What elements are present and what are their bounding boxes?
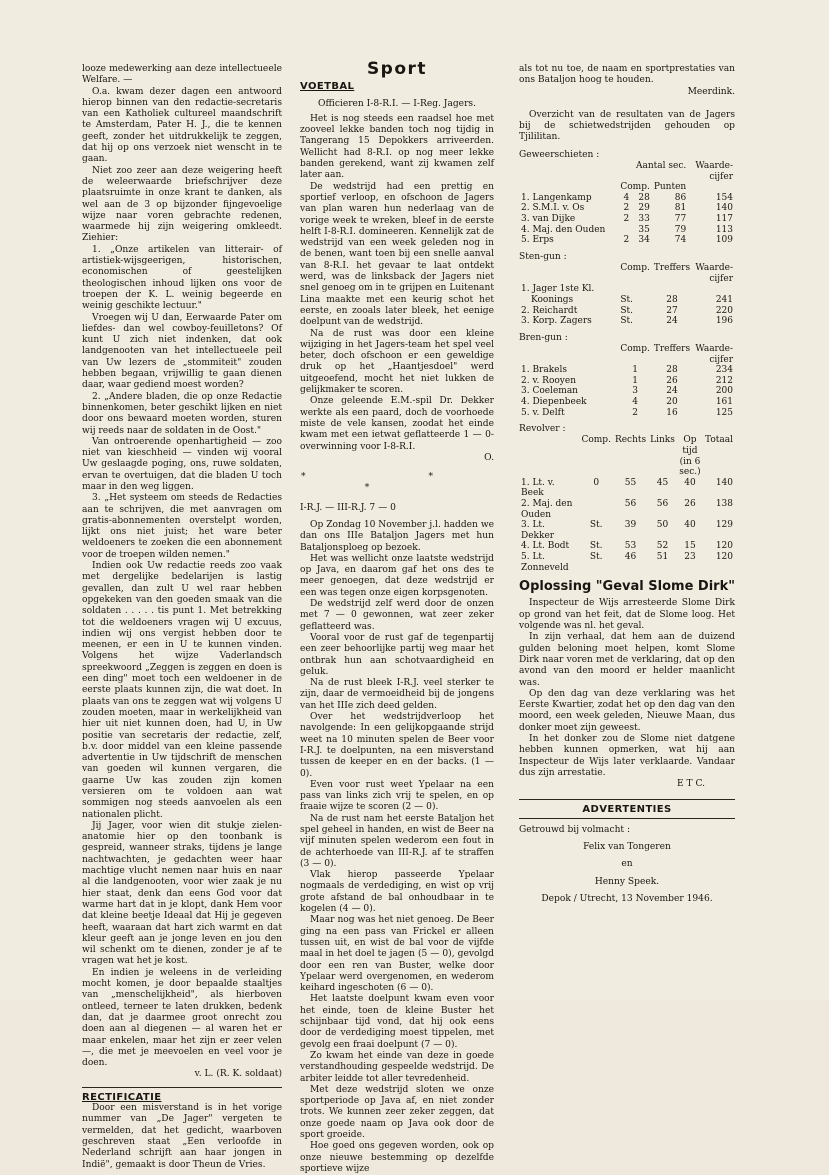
paragraph: Na de rust was door een kleine wijziging in het Jagers-team het spel veel beter, doch ofschoon er een geweldige druk op het „Haantjesdoel" werd uitgeoefend, mocht het niet lukken de gelijkmaker te scoren. — [300, 328, 494, 396]
cell: 196 — [715, 316, 733, 327]
paragraph: looze medewerking aan deze intellectueele Welfare. — — [82, 64, 282, 86]
table-row — [519, 397, 735, 408]
results-heading-geweer: Geweerschieten : — [519, 149, 600, 160]
cell: 3 — [632, 386, 638, 397]
cell: 154 — [715, 192, 733, 203]
paragraph: als tot nu toe, de naam en sportprestaties van ons Bataljon hoog te houden. — [519, 64, 735, 86]
cell: 3. van Dijke — [521, 214, 576, 225]
cell: St. — [620, 316, 634, 327]
paragraph: Door een misverstand is in het vorige nummer van „De Jager" vergeten te vermelden, dat het gedicht, waarboven geschreven staat „Een verloofde in Nederland schrijft aan haar jongen in Indië", gemaakt is door Theun de Vries. — [82, 1103, 282, 1170]
cell: 50 — [656, 520, 669, 531]
cell: Koonings — [531, 294, 574, 305]
cell — [579, 499, 612, 520]
cell: St. — [589, 520, 603, 531]
table-row — [519, 316, 735, 327]
cell: 1. Lt. v. Beek — [521, 477, 555, 499]
ad-name: Felix van Tongeren — [583, 842, 671, 853]
cell: 120 — [715, 551, 733, 562]
paragraph: Van ontroerende openhartigheid — zoo niet van kieschheid — vinden wij vooral Uw geslaagde poging, ons, ruwe soldaten, ervan te overtuigen, dat die bladen U toch maar in den weg liggen. — [82, 436, 282, 492]
cell: 28 — [666, 365, 678, 376]
match-title: Officieren I-8-R.I. — I-Reg. Jagers. — [318, 98, 476, 109]
cell: 20 — [666, 396, 678, 407]
cell: 56 — [656, 499, 669, 509]
paragraph: En indien je weleens in de verleiding mocht komen, je door bepaalde staaltjes van „menschelijkheid", als hierboven ontleed, terneer te laten drukken, bedenk dan, dat je daarmee groot onrecht zou doen aan al diegenen — al waren het er maar enkelen, maar het zijn er zeer velen —, die met je meevoelen en veel voor je doen. — [82, 967, 282, 1069]
paragraph: Op den dag van deze verklaring was het Eerste Kwartier, zodat het op den dag van den moord, een week geleden, Nieuwe Maan, dus donker moet zijn geweest. — [519, 688, 735, 733]
cell: 161 — [715, 396, 733, 407]
cell: 40 — [684, 477, 696, 488]
article-signature: E T C. — [676, 779, 705, 790]
cell: 2 — [632, 407, 638, 418]
separator-stars: * * * — [301, 472, 493, 494]
cell: 33 — [638, 214, 650, 225]
cell: 3. Coeleman — [521, 386, 578, 397]
paragraph: O.a. kwam dezer dagen een antwoord hierop binnen van den redactie-secretaris van een Katholiek cultureel maandschrift te Amsterdam, Pater H. J., die te kennen geeft, zonder het uitdrukkelijk te zeggen, dat hij op ons verzoek niet wenscht in te gaan. — [82, 86, 282, 165]
results-heading-bren: Bren-gun : — [519, 332, 568, 343]
divider — [82, 1087, 282, 1088]
column-header: Treffers — [653, 263, 691, 274]
cell: 1 — [632, 365, 638, 376]
results-intro: Overzicht van de resultaten van de Jagers bij de schietwedstrijden gehouden op Tjililitan. — [519, 109, 735, 143]
table-row — [519, 203, 735, 214]
column-header: Comp. — [620, 263, 650, 274]
cell: 2 — [623, 214, 630, 225]
cell: 55 — [624, 477, 637, 488]
paragraph: Maar nog was het niet genoeg. De Beer ging na een pass van Frickel er alleen tussen uit, en wist de bal voor de vijfde maal in het doel te jagen (5 — 0), gevolgd door een ren van Buster, welke door Ypelaar werd overgenomen, en wederom keihard ingeschoten (6 — 0). — [300, 915, 494, 994]
paragraph: Vooral voor de rust gaf de tegenpartij een zeer behoorlijke partij weg maar het ontbrak hun aan schotvaardigheid en geluk. — [300, 632, 494, 677]
results-table-bren — [519, 344, 735, 418]
cell: 53 — [624, 541, 637, 552]
column-header: Aantal sec. — [635, 161, 687, 172]
table-row — [519, 541, 735, 552]
cell: 129 — [715, 520, 733, 531]
cell: 79 — [674, 224, 687, 235]
paragraph: Vlak hierop passeerde Ypelaar nogmaals de verdediging, en wist op vrij grote afstand de bal onhoudbaar in te kogelen (4 — 0). — [300, 870, 494, 915]
cell: 4. Lt. Bodt — [521, 541, 570, 552]
paragraph: Over het wedstrijdverloop het navolgende: In een gelijkopgaande strijd weet na 10 minuten spelen de Beer voor I-R.J. te doelpunten, na een misverstand tussen de keeper en en der backs. (1 — 0). — [300, 712, 494, 779]
column-header: Totaal — [705, 435, 733, 446]
results-table-sten — [519, 263, 735, 327]
cell: 125 — [715, 407, 733, 418]
cell: 120 — [715, 541, 733, 552]
cell: St. — [589, 541, 603, 552]
cell: 220 — [715, 305, 733, 316]
cell: 4 — [623, 192, 630, 203]
section-title-oplossing: Oplossing "Geval Slome Dirk" — [519, 579, 735, 595]
article-signature: O. — [484, 452, 494, 463]
cell: 28 — [666, 294, 678, 305]
cell: 46 — [624, 551, 637, 562]
cell: 2. Reichardt — [521, 305, 578, 316]
table-row — [519, 284, 735, 295]
column-header: Links — [650, 435, 675, 446]
paragraph: Het was wellicht onze laatste wedstrijd op Java, en daarom gaf het ons des te meer genoegen, dat deze wedstrijd er een was tegen onze eigen korpsgenoten. — [300, 553, 494, 598]
table-row — [519, 193, 735, 204]
cell: 26 — [666, 375, 678, 386]
cell: 113 — [715, 224, 733, 235]
cell: 15 — [684, 541, 696, 552]
table-row — [519, 499, 735, 520]
cell: 212 — [715, 375, 733, 386]
cell: 5. Erps — [521, 235, 554, 246]
cell: 4. Maj. den Ouden — [521, 224, 606, 235]
column-header: Comp. — [581, 435, 611, 446]
cell: 81 — [674, 203, 687, 214]
cell: 0 — [593, 477, 600, 488]
cell: 241 — [715, 294, 733, 305]
column-header: Waarde-cijfer — [695, 343, 733, 365]
table-row — [519, 295, 735, 306]
section-heading-rectificatie: RECTIFICATIE — [82, 1091, 162, 1103]
column-header: Waarde-cijfer — [695, 263, 733, 284]
cell: 39 — [624, 520, 637, 531]
ad-line: en — [621, 859, 633, 870]
cell: 140 — [715, 477, 733, 488]
cell: 234 — [715, 365, 733, 376]
paragraph: Niet zoo zeer aan deze weigering heeft de weleerwaarde briefschrijver deze plaatsruimte in onze krant te danken, als wel aan de 3 op bijzonder fijngevoelige wijze naar voren gebrachte redenen, waarmede hij zijn weigering omkleedt. Ziehier: — [82, 165, 282, 244]
cell: 5. v. Delft — [521, 407, 565, 418]
cell: 52 — [656, 541, 669, 552]
paragraph: Het laatste doelpunt kwam even voor het einde, toen de kleine Buster het schijnbaar tijd vond, dat hij ook eens door de verdediging moest tippelen, met gevolg een fraai doelpunt (7 — 0). — [300, 994, 494, 1050]
table-row — [519, 386, 735, 397]
article-signature: v. L. (R. K. soldaat) — [194, 1069, 282, 1080]
paragraph: 3. „Het systeem om steeds de Redacties aan te schrijven, die met aanvragen om gratis-abonnementen overstelpt worden, lijkt ons niet juist; het ware beter weldoeners te zoeken die een abonnement voor de troepen wilden nemen." — [82, 493, 282, 560]
table-row — [519, 225, 735, 236]
cell: 29 — [638, 203, 650, 214]
cell: 4 — [632, 396, 638, 407]
article-signature: Meerdink. — [687, 86, 735, 97]
results-table-geweer — [519, 161, 735, 246]
cell: 74 — [674, 235, 687, 246]
paragraph: Op Zondag 10 November j.l. hadden we dan ons IIIe Bataljon Jagers met hun Bataljonsploeg op bezoek. — [300, 519, 494, 553]
paragraph: Even voor rust weet Ypelaar na een pass van links zich vrij te spelen, en op fraaie wijze te scoren (2 — 0). — [300, 779, 494, 813]
cell: 200 — [715, 386, 733, 397]
cell: 117 — [715, 214, 733, 225]
cell: 27 — [666, 305, 678, 316]
cell: 138 — [715, 499, 733, 509]
results-table-revolver — [519, 435, 735, 573]
table-row — [519, 376, 735, 387]
cell: 4. Diepenbeek — [521, 396, 587, 407]
cell: 1. Jager 1ste Kl. — [521, 284, 595, 295]
cell: 86 — [674, 192, 687, 203]
section-title-sport: Sport — [366, 59, 428, 79]
paragraph: Inspecteur de Wijs arresteerde Slome Dirk op grond van het feit, dat de Slome loog. Het volgende was nl. het geval. — [519, 598, 735, 632]
cell: 28 — [638, 192, 650, 203]
cell: 77 — [674, 214, 687, 225]
cell: 109 — [715, 235, 733, 246]
cell — [618, 225, 631, 236]
ad-line: Getrouwd bij volmacht : — [519, 824, 631, 835]
cell: 1. Langenkamp — [521, 192, 592, 203]
paragraph: Het is nog steeds een raadsel hoe met zooveel lekke banden toch nog tijdig in Tangerang 15 Depokkers arriveerden. Wellicht had 8-R.I. op nog meer lekke banden gerekend, want zij kwamen zelf later aan. — [300, 113, 494, 181]
cell: 2. Maj. den Ouden — [521, 499, 573, 520]
cell: 26 — [684, 499, 696, 509]
paragraph: 2. „Andere bladen, die op onze Redactie binnenkomen, beter geschikt lijken en niet door ons bewaard moeten worden, sturen wij reeds naar de soldaten in de Oost." — [82, 391, 282, 436]
column-header: Op tijd (in 6 sec.) — [679, 435, 701, 478]
cell: 2. S.M.I. v. Os — [521, 203, 585, 214]
cell: 24 — [666, 316, 678, 327]
paragraph: Indien ook Uw redactie reeds zoo vaak met dergelijke bedelarijen is lastig gevallen, dan zult U wel raar hebben opgekeken van den goeden smaak van die soldaten . . . . . tis punt 1. Met betrekking tot die weldoeners vragen wij U excuus, indien wij ons vergist hebben door te meenen, er een in U te kunnen vinden. Volgens het wijze Vaderlandsch spreekwoord „Zeggen is zeggen en doen is een ding" moet toch een weldoener in de eerste plaats kunnen zijn, die wat doet. In plaats van ons te zeggen wat wij volgens U zouden moeten, maar in werkelijkheid van hier uit niet kunnen doen, had U, in Uw positie van secretaris der redactie, zelf, b.v. door middel van een kleine passende advertentie in Uw tijdschrift de menschen van goeden wil kunnen vergaren, die gaarne Uw kas zouden zijn komen versieren om te voldoen aan wat sommigen nog steeds aanvoelen als een nationalen plicht. — [82, 561, 282, 820]
section-title-advertenties: ADVERTENTIES — [582, 803, 672, 815]
cell: 2 — [623, 203, 630, 214]
column-header: Rechts — [614, 435, 647, 446]
paragraph: Zo kwam het einde van deze in goede verstandhouding gespeelde wedstrijd. De arbiter leidde tot aller tevredenheid. — [300, 1050, 494, 1084]
paragraph: 1. „Onze artikelen van litterair- of artistiek-wijsgeerigen, historischen, economischen of geestelijken theologischen inhoud lijken ons voor de troepen der K. L. weinig begeerde en weinig geschikte lectuur." — [82, 244, 282, 312]
table-row — [519, 552, 735, 573]
ad-name: Henny Speek. — [594, 876, 660, 887]
cell: 2 — [623, 235, 630, 246]
cell: 34 — [638, 235, 650, 246]
paragraph: Vroegen wij U dan, Eerwaarde Pater om liefdes- dan wel cowboy-feuilletons? Of kunt U zich niet indenken, dat ook landgenooten van het intellectueele peil van Uw lezers de „stommiteit" zouden hebben begaan, vrijwillig te gaan dienen daar, waar gediend moest worden? — [82, 312, 282, 391]
cell: 56 — [624, 499, 637, 509]
table-row — [519, 408, 735, 419]
cell: 1 — [632, 375, 638, 386]
cell: 51 — [656, 551, 669, 562]
column-header: Comp. — [620, 182, 650, 193]
subheading-voetbal: VOETBAL — [300, 81, 355, 93]
table-row — [519, 520, 735, 541]
cell: St. — [589, 551, 603, 562]
table-row — [519, 478, 735, 499]
paragraph: In het donker zou de Slome niet datgene hebben kunnen opmerken, wat hij aan Inspecteur de Wijs later verklaarde. Vandaar dus zijn arrestatie. — [519, 734, 735, 778]
column-middle — [300, 59, 494, 1175]
table-row — [519, 306, 735, 317]
cell: 140 — [715, 203, 733, 214]
cell: 40 — [684, 520, 696, 531]
table-row — [519, 365, 735, 376]
column-header: Waarde-cijfer — [695, 161, 733, 182]
paragraph: Na de rust nam het eerste Bataljon het spel geheel in handen, en wist de Beer na vijf minuten spelen wederom een fout in de achterhoede van III-R.J. af te straffen (3 — 0). — [300, 813, 494, 869]
column-left — [82, 64, 282, 1171]
cell: St. — [620, 294, 634, 305]
paragraph: Na de rust bleek I-R.J. veel sterker te zijn, daar de vermoeidheid bij de jongens van het IIIe zich deed gelden. — [300, 678, 494, 711]
column-right — [519, 64, 735, 905]
cell: 16 — [666, 407, 678, 418]
results-heading-revolver: Revolver : — [519, 424, 566, 435]
cell: 1. Brakels — [521, 365, 568, 376]
column-header: Treffers — [653, 343, 691, 354]
cell: 3. Lt. Dekker — [521, 520, 555, 541]
divider — [519, 799, 735, 800]
cell: 24 — [666, 386, 678, 397]
results-heading-sten: Sten-gun : — [519, 251, 567, 262]
table-row — [519, 235, 735, 246]
column-header: Punten — [653, 182, 687, 193]
column-header: Comp. — [620, 343, 650, 354]
paragraph: Jij Jager, voor wien dit stukje zielen-anatomie hier op den toonbank is gespreid, wanneer straks, tijdens je lange nachtwachten, je gedachten weer haar machtige vlucht nemen naar huis en naar al die landgenooten, voor wier zaak je nu hier staat, denk dan eens God voor dat warme hart dat in je klopt, dank Hem voor dat kleine beetje Ideaal dat Hij je gegeven heeft, waaraan dat hart zich warmt en dat kleur geeft aan je jonge leven en jou den wil schenkt om te dienen, zonder je af te vragen wat het je kost. — [82, 820, 282, 967]
paragraph: In zijn verhaal, dat hem aan de duizend gulden beloning moet helpen, komt Slome Dirk naar voren met de verklaring, dat op den avond van den moord er helder maanlicht was. — [519, 632, 735, 688]
match-title: I-R.J. — III-R.J. 7 — 0 — [300, 502, 396, 513]
paragraph: De wedstrijd had een prettig en sportief verloop, en ofschoon de Jagers van plan waren hun nederlaag van de vorige week te wreken, bleef in de eerste helft I-8-R.I. domineeren. Kennelijk zat de wedstrijd van een week geleden nog in de benen, want toen bij een snelle aanval van 8-R.I. het gevaar te laat ontdekt werd, was de linksback der Jagers niet snel genoeg om in te grijpen en Luitenant Lina maakte met een keurig schot het eerste, en zooals later bleek, het eenige doelpunt van de wedstrijd. — [300, 181, 494, 328]
paragraph: De wedstrijd zelf werd door de onzen met 7 — 0 gewonnen, wat zeer zeker geflatteerd was. — [300, 599, 494, 632]
cell: 45 — [656, 477, 669, 488]
cell: 35 — [638, 224, 650, 235]
paragraph: Hoe goed ons gegeven worden, ook op onze nieuwe bestemming op dezelfde sportieve wijze — [300, 1141, 494, 1174]
ad-date: Depok / Utrecht, 13 November 1946. — [541, 893, 713, 904]
cell: 5. Lt. Zonneveld — [521, 551, 569, 573]
paragraph: Met deze wedstrijd sloten we onze sportperiode op Java af, en niet zonder trots. We kunnen zeer zeker zeggen, dat onze goede naam op Java ook door de sport groeide. — [300, 1084, 494, 1141]
cell: 3. Korp. Zagers — [521, 316, 592, 327]
table-row — [519, 214, 735, 225]
cell: St. — [620, 305, 634, 316]
cell: 2. v. Rooyen — [521, 375, 577, 386]
paragraph: Onze geleende E.M.-spil Dr. Dekker werkte als een paard, doch de voorhoede miste de vele kansen, zoodat het einde kwam met een ietwat geflatteerde 1 — 0-overwinning voor I-8-R.I. — [300, 396, 494, 452]
cell: 23 — [684, 551, 696, 562]
